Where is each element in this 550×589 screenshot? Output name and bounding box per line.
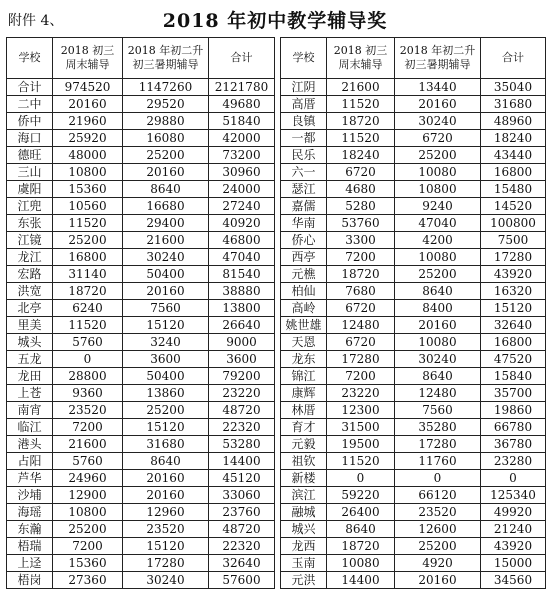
table-row: [7, 470, 546, 487]
total-cell: 15480: [481, 181, 546, 198]
summer-tutoring-cell: 8400: [395, 300, 481, 317]
school-name-cell: 康辉: [281, 385, 327, 402]
column-header-school: 学校: [281, 38, 327, 79]
weekend-tutoring-cell: 7680: [327, 283, 395, 300]
summer-tutoring-cell: 29880: [123, 113, 209, 130]
summer-tutoring-cell: 31680: [123, 436, 209, 453]
school-name-cell: 上迳: [7, 555, 53, 572]
school-name-cell: 融城: [281, 504, 327, 521]
school-name-cell: 一都: [281, 130, 327, 147]
award-table-container: [6, 37, 545, 589]
weekend-tutoring-cell: 18720: [327, 266, 395, 283]
weekend-tutoring-cell: 0: [327, 470, 395, 487]
total-cell: 34560: [481, 572, 546, 589]
total-cell: 36780: [481, 436, 546, 453]
weekend-tutoring-cell: 5760: [53, 453, 123, 470]
total-cell: 21240: [481, 521, 546, 538]
summer-tutoring-cell: 10080: [395, 164, 481, 181]
school-name-cell: 嘉儒: [281, 198, 327, 215]
total-cell: 9000: [209, 334, 275, 351]
summer-tutoring-cell: 10800: [395, 181, 481, 198]
weekend-tutoring-cell: 12480: [327, 317, 395, 334]
table-row: [7, 130, 546, 147]
school-name-cell: 龙西: [281, 538, 327, 555]
table-header: [7, 38, 546, 79]
total-cell: 14400: [209, 453, 275, 470]
header-weekend-line1: 2018 初三: [333, 44, 388, 57]
table-row: [7, 436, 546, 453]
weekend-tutoring-cell: 18240: [327, 147, 395, 164]
summer-tutoring-cell: 4920: [395, 555, 481, 572]
total-cell: 48720: [209, 402, 275, 419]
school-name-cell: 西亭: [281, 249, 327, 266]
school-name-cell: 江阴: [281, 79, 327, 96]
school-name-cell: 五龙: [7, 351, 53, 368]
header-weekend-line2: 周末辅导: [65, 58, 110, 71]
total-cell: 100800: [481, 215, 546, 232]
summer-tutoring-cell: 25200: [395, 266, 481, 283]
weekend-tutoring-cell: 14400: [327, 572, 395, 589]
table-body: [7, 79, 546, 589]
weekend-tutoring-cell: 31140: [53, 266, 123, 283]
summer-tutoring-cell: 30240: [123, 572, 209, 589]
total-cell: 35040: [481, 79, 546, 96]
summer-tutoring-cell: 20160: [395, 572, 481, 589]
total-cell: 23220: [209, 385, 275, 402]
school-name-cell: 二中: [7, 96, 53, 113]
weekend-tutoring-cell: 11520: [53, 317, 123, 334]
table-row: [7, 283, 546, 300]
school-name-cell: 天恩: [281, 334, 327, 351]
weekend-tutoring-cell: 11520: [327, 453, 395, 470]
school-name-cell: 虞阳: [7, 181, 53, 198]
summer-tutoring-cell: 35280: [395, 419, 481, 436]
total-cell: 48720: [209, 521, 275, 538]
table-row: [7, 555, 546, 572]
school-name-cell: 城兴: [281, 521, 327, 538]
total-cell: 53280: [209, 436, 275, 453]
weekend-tutoring-cell: 5280: [327, 198, 395, 215]
summer-tutoring-cell: 12480: [395, 385, 481, 402]
table-row: [7, 402, 546, 419]
school-name-cell: 上苍: [7, 385, 53, 402]
school-name-cell: 东张: [7, 215, 53, 232]
summer-tutoring-cell: 8640: [395, 368, 481, 385]
weekend-tutoring-cell: 6720: [327, 334, 395, 351]
total-cell: 3600: [209, 351, 275, 368]
total-cell: 35700: [481, 385, 546, 402]
total-cell: 42000: [209, 130, 275, 147]
total-cell: 66780: [481, 419, 546, 436]
summer-tutoring-cell: 17280: [395, 436, 481, 453]
summer-tutoring-cell: 16680: [123, 198, 209, 215]
school-name-cell: 华南: [281, 215, 327, 232]
school-name-cell: 龙田: [7, 368, 53, 385]
total-cell: 22320: [209, 538, 275, 555]
weekend-tutoring-cell: 11520: [53, 215, 123, 232]
table-row: [7, 181, 546, 198]
total-cell: 17280: [481, 249, 546, 266]
total-cell: 43920: [481, 266, 546, 283]
summer-tutoring-cell: 10080: [395, 334, 481, 351]
weekend-tutoring-cell: 6240: [53, 300, 123, 317]
total-cell: 23760: [209, 504, 275, 521]
summer-tutoring-cell: 16080: [123, 130, 209, 147]
summer-tutoring-cell: 20160: [123, 470, 209, 487]
summer-tutoring-cell: 25200: [395, 147, 481, 164]
school-name-cell: 元樵: [281, 266, 327, 283]
table-row: [7, 504, 546, 521]
school-name-cell: 高厝: [281, 96, 327, 113]
weekend-tutoring-cell: 25200: [53, 521, 123, 538]
weekend-tutoring-cell: 53760: [327, 215, 395, 232]
table-row: [7, 266, 546, 283]
summer-tutoring-cell: 12960: [123, 504, 209, 521]
weekend-tutoring-cell: 26400: [327, 504, 395, 521]
table-row: [7, 113, 546, 130]
weekend-tutoring-cell: 10080: [327, 555, 395, 572]
total-cell: 16800: [481, 164, 546, 181]
school-name-cell: 育才: [281, 419, 327, 436]
school-name-cell: 民乐: [281, 147, 327, 164]
summer-tutoring-cell: 30240: [395, 351, 481, 368]
summer-tutoring-cell: 50400: [123, 368, 209, 385]
table-row: [7, 147, 546, 164]
summer-tutoring-cell: 50400: [123, 266, 209, 283]
weekend-tutoring-cell: 7200: [53, 538, 123, 555]
school-name-cell: 姚世雄: [281, 317, 327, 334]
school-name-cell: 江镜: [7, 232, 53, 249]
summer-tutoring-cell: 13440: [395, 79, 481, 96]
award-table: [6, 37, 546, 589]
weekend-tutoring-cell: 8640: [327, 521, 395, 538]
summer-tutoring-cell: 15120: [123, 419, 209, 436]
school-name-cell: 新楼: [281, 470, 327, 487]
school-name-cell: 梧岗: [7, 572, 53, 589]
total-cell: 15000: [481, 555, 546, 572]
school-name-cell: 洪宽: [7, 283, 53, 300]
table-row: [7, 96, 546, 113]
summer-tutoring-cell: 25200: [123, 402, 209, 419]
weekend-tutoring-cell: 10800: [53, 504, 123, 521]
summer-tutoring-cell: 47040: [395, 215, 481, 232]
weekend-tutoring-cell: 974520: [53, 79, 123, 96]
header-summer-line1: 2018 年初二升: [127, 44, 204, 57]
weekend-tutoring-cell: 11520: [327, 130, 395, 147]
total-cell: 33060: [209, 487, 275, 504]
school-name-cell: 三山: [7, 164, 53, 181]
summer-tutoring-cell: 8640: [395, 283, 481, 300]
summer-tutoring-cell: 21600: [123, 232, 209, 249]
weekend-tutoring-cell: 24960: [53, 470, 123, 487]
weekend-tutoring-cell: 10560: [53, 198, 123, 215]
summer-tutoring-cell: 8640: [123, 453, 209, 470]
column-header-weekend: [327, 38, 395, 79]
school-name-cell: 南宵: [7, 402, 53, 419]
school-name-cell: 高岭: [281, 300, 327, 317]
summer-tutoring-cell: 3600: [123, 351, 209, 368]
school-name-cell: 祖钦: [281, 453, 327, 470]
table-row: [7, 572, 546, 589]
weekend-tutoring-cell: 6720: [327, 164, 395, 181]
weekend-tutoring-cell: 48000: [53, 147, 123, 164]
school-name-cell: 侨中: [7, 113, 53, 130]
total-cell: 30960: [209, 164, 275, 181]
school-name-cell: 六一: [281, 164, 327, 181]
school-name-cell: 元毅: [281, 436, 327, 453]
summer-tutoring-cell: 20160: [123, 164, 209, 181]
total-cell: 18240: [481, 130, 546, 147]
table-row: [7, 487, 546, 504]
summer-tutoring-cell: 66120: [395, 487, 481, 504]
column-header-school: 学校: [7, 38, 53, 79]
header-weekend-line2: 周末辅导: [338, 58, 383, 71]
weekend-tutoring-cell: 12300: [327, 402, 395, 419]
summer-tutoring-cell: 15120: [123, 538, 209, 555]
school-name-cell: 德旺: [7, 147, 53, 164]
table-row: [7, 79, 546, 96]
summer-tutoring-cell: 13860: [123, 385, 209, 402]
school-name-cell: 林厝: [281, 402, 327, 419]
weekend-tutoring-cell: 23520: [53, 402, 123, 419]
document-header: [0, 0, 550, 36]
document-title: 2018 年初中教学辅导奖: [162, 10, 388, 32]
total-cell: 24000: [209, 181, 275, 198]
total-cell: 73200: [209, 147, 275, 164]
table-row: [7, 249, 546, 266]
weekend-tutoring-cell: 9360: [53, 385, 123, 402]
summer-tutoring-cell: 7560: [395, 402, 481, 419]
school-name-cell: 良镇: [281, 113, 327, 130]
table-row: [7, 215, 546, 232]
summer-tutoring-cell: 20160: [123, 487, 209, 504]
total-cell: 47040: [209, 249, 275, 266]
school-name-cell: 临江: [7, 419, 53, 436]
weekend-tutoring-cell: 21600: [327, 79, 395, 96]
total-cell: 43440: [481, 147, 546, 164]
school-name-cell: 海口: [7, 130, 53, 147]
weekend-tutoring-cell: 11520: [327, 96, 395, 113]
weekend-tutoring-cell: 16800: [53, 249, 123, 266]
weekend-tutoring-cell: 5760: [53, 334, 123, 351]
table-row: [7, 351, 546, 368]
total-cell: 7500: [481, 232, 546, 249]
table-row: [7, 453, 546, 470]
table-row: [7, 300, 546, 317]
summer-tutoring-cell: 12600: [395, 521, 481, 538]
table-row: [7, 385, 546, 402]
weekend-tutoring-cell: 21600: [53, 436, 123, 453]
weekend-tutoring-cell: 20160: [53, 96, 123, 113]
total-cell: 49920: [481, 504, 546, 521]
school-name-cell: 柏仙: [281, 283, 327, 300]
header-summer-line2: 初三暑期辅导: [404, 58, 471, 71]
weekend-tutoring-cell: 17280: [327, 351, 395, 368]
summer-tutoring-cell: 20160: [395, 96, 481, 113]
summer-tutoring-cell: 4200: [395, 232, 481, 249]
school-name-cell: 占阳: [7, 453, 53, 470]
total-cell: 13800: [209, 300, 275, 317]
summer-tutoring-cell: 1147260: [123, 79, 209, 96]
weekend-tutoring-cell: 12900: [53, 487, 123, 504]
weekend-tutoring-cell: 25920: [53, 130, 123, 147]
total-cell: 27240: [209, 198, 275, 215]
school-name-cell: 城头: [7, 334, 53, 351]
weekend-tutoring-cell: 10800: [53, 164, 123, 181]
summer-tutoring-cell: 29400: [123, 215, 209, 232]
summer-tutoring-cell: 6720: [395, 130, 481, 147]
total-cell: 23280: [481, 453, 546, 470]
header-summer-line1: 2018 年初二升: [399, 44, 476, 57]
school-name-cell: 梧瑞: [7, 538, 53, 555]
summer-tutoring-cell: 25200: [395, 538, 481, 555]
school-name-cell: 港头: [7, 436, 53, 453]
total-cell: 48960: [481, 113, 546, 130]
total-cell: 45120: [209, 470, 275, 487]
school-name-cell: 沙埔: [7, 487, 53, 504]
column-header-weekend: [53, 38, 123, 79]
weekend-tutoring-cell: 25200: [53, 232, 123, 249]
weekend-tutoring-cell: 18720: [53, 283, 123, 300]
total-cell: 2121780: [209, 79, 275, 96]
summer-tutoring-cell: 10080: [395, 249, 481, 266]
total-cell: 26640: [209, 317, 275, 334]
total-cell: 19860: [481, 402, 546, 419]
total-cell: 22320: [209, 419, 275, 436]
total-cell: 125340: [481, 487, 546, 504]
total-cell: 14520: [481, 198, 546, 215]
total-cell: 15120: [481, 300, 546, 317]
table-row: [7, 334, 546, 351]
summer-tutoring-cell: 3240: [123, 334, 209, 351]
weekend-tutoring-cell: 19500: [327, 436, 395, 453]
table-row: [7, 164, 546, 181]
school-name-cell: 侨心: [281, 232, 327, 249]
summer-tutoring-cell: 11760: [395, 453, 481, 470]
table-row: [7, 538, 546, 555]
school-name-cell: 锦江: [281, 368, 327, 385]
school-name-cell: 里美: [7, 317, 53, 334]
school-name-cell: 北亭: [7, 300, 53, 317]
school-name-cell: 龙东: [281, 351, 327, 368]
summer-tutoring-cell: 30240: [123, 249, 209, 266]
total-cell: 51840: [209, 113, 275, 130]
total-cell: 40920: [209, 215, 275, 232]
weekend-tutoring-cell: 18720: [327, 538, 395, 555]
weekend-tutoring-cell: 15360: [53, 181, 123, 198]
summer-tutoring-cell: 23520: [123, 521, 209, 538]
school-name-cell: 合计: [7, 79, 53, 96]
header-weekend-line1: 2018 初三: [60, 44, 115, 57]
column-header-summer: [123, 38, 209, 79]
header-summer-line2: 初三暑期辅导: [132, 58, 199, 71]
total-cell: 46800: [209, 232, 275, 249]
total-cell: 31680: [481, 96, 546, 113]
school-name-cell: 玉南: [281, 555, 327, 572]
total-cell: 32640: [481, 317, 546, 334]
weekend-tutoring-cell: 15360: [53, 555, 123, 572]
summer-tutoring-cell: 25200: [123, 147, 209, 164]
school-name-cell: 滨江: [281, 487, 327, 504]
weekend-tutoring-cell: 7200: [327, 368, 395, 385]
weekend-tutoring-cell: 59220: [327, 487, 395, 504]
total-cell: 49680: [209, 96, 275, 113]
summer-tutoring-cell: 20160: [395, 317, 481, 334]
summer-tutoring-cell: 29520: [123, 96, 209, 113]
school-name-cell: 江兜: [7, 198, 53, 215]
summer-tutoring-cell: 30240: [395, 113, 481, 130]
summer-tutoring-cell: 17280: [123, 555, 209, 572]
summer-tutoring-cell: 15120: [123, 317, 209, 334]
weekend-tutoring-cell: 28800: [53, 368, 123, 385]
weekend-tutoring-cell: 18720: [327, 113, 395, 130]
weekend-tutoring-cell: 7200: [53, 419, 123, 436]
weekend-tutoring-cell: 0: [53, 351, 123, 368]
school-name-cell: 宏路: [7, 266, 53, 283]
summer-tutoring-cell: 23520: [395, 504, 481, 521]
weekend-tutoring-cell: 6720: [327, 300, 395, 317]
total-cell: 47520: [481, 351, 546, 368]
summer-tutoring-cell: 20160: [123, 283, 209, 300]
total-cell: 32640: [209, 555, 275, 572]
table-row: [7, 521, 546, 538]
summer-tutoring-cell: 9240: [395, 198, 481, 215]
table-row: [7, 419, 546, 436]
school-name-cell: 元洪: [281, 572, 327, 589]
table-row: [7, 232, 546, 249]
total-cell: 79200: [209, 368, 275, 385]
total-cell: 0: [481, 470, 546, 487]
weekend-tutoring-cell: 21960: [53, 113, 123, 130]
weekend-tutoring-cell: 27360: [53, 572, 123, 589]
total-cell: 38880: [209, 283, 275, 300]
total-cell: 57600: [209, 572, 275, 589]
total-cell: 15840: [481, 368, 546, 385]
column-header-summer: [395, 38, 481, 79]
school-name-cell: 龙江: [7, 249, 53, 266]
table-row: [7, 317, 546, 334]
school-name-cell: 海瑶: [7, 504, 53, 521]
attachment-label: 附件 4、: [8, 13, 64, 29]
total-cell: 43920: [481, 538, 546, 555]
summer-tutoring-cell: 7560: [123, 300, 209, 317]
column-header-total: 合计: [209, 38, 275, 79]
column-header-total: 合计: [481, 38, 546, 79]
total-cell: 81540: [209, 266, 275, 283]
total-cell: 16800: [481, 334, 546, 351]
summer-tutoring-cell: 8640: [123, 181, 209, 198]
total-cell: 16320: [481, 283, 546, 300]
weekend-tutoring-cell: 31500: [327, 419, 395, 436]
weekend-tutoring-cell: 3300: [327, 232, 395, 249]
weekend-tutoring-cell: 7200: [327, 249, 395, 266]
table-row: [7, 198, 546, 215]
summer-tutoring-cell: 0: [395, 470, 481, 487]
table-row: [7, 368, 546, 385]
school-name-cell: 瑟江: [281, 181, 327, 198]
school-name-cell: 芦华: [7, 470, 53, 487]
weekend-tutoring-cell: 23220: [327, 385, 395, 402]
school-name-cell: 东瀚: [7, 521, 53, 538]
weekend-tutoring-cell: 4680: [327, 181, 395, 198]
